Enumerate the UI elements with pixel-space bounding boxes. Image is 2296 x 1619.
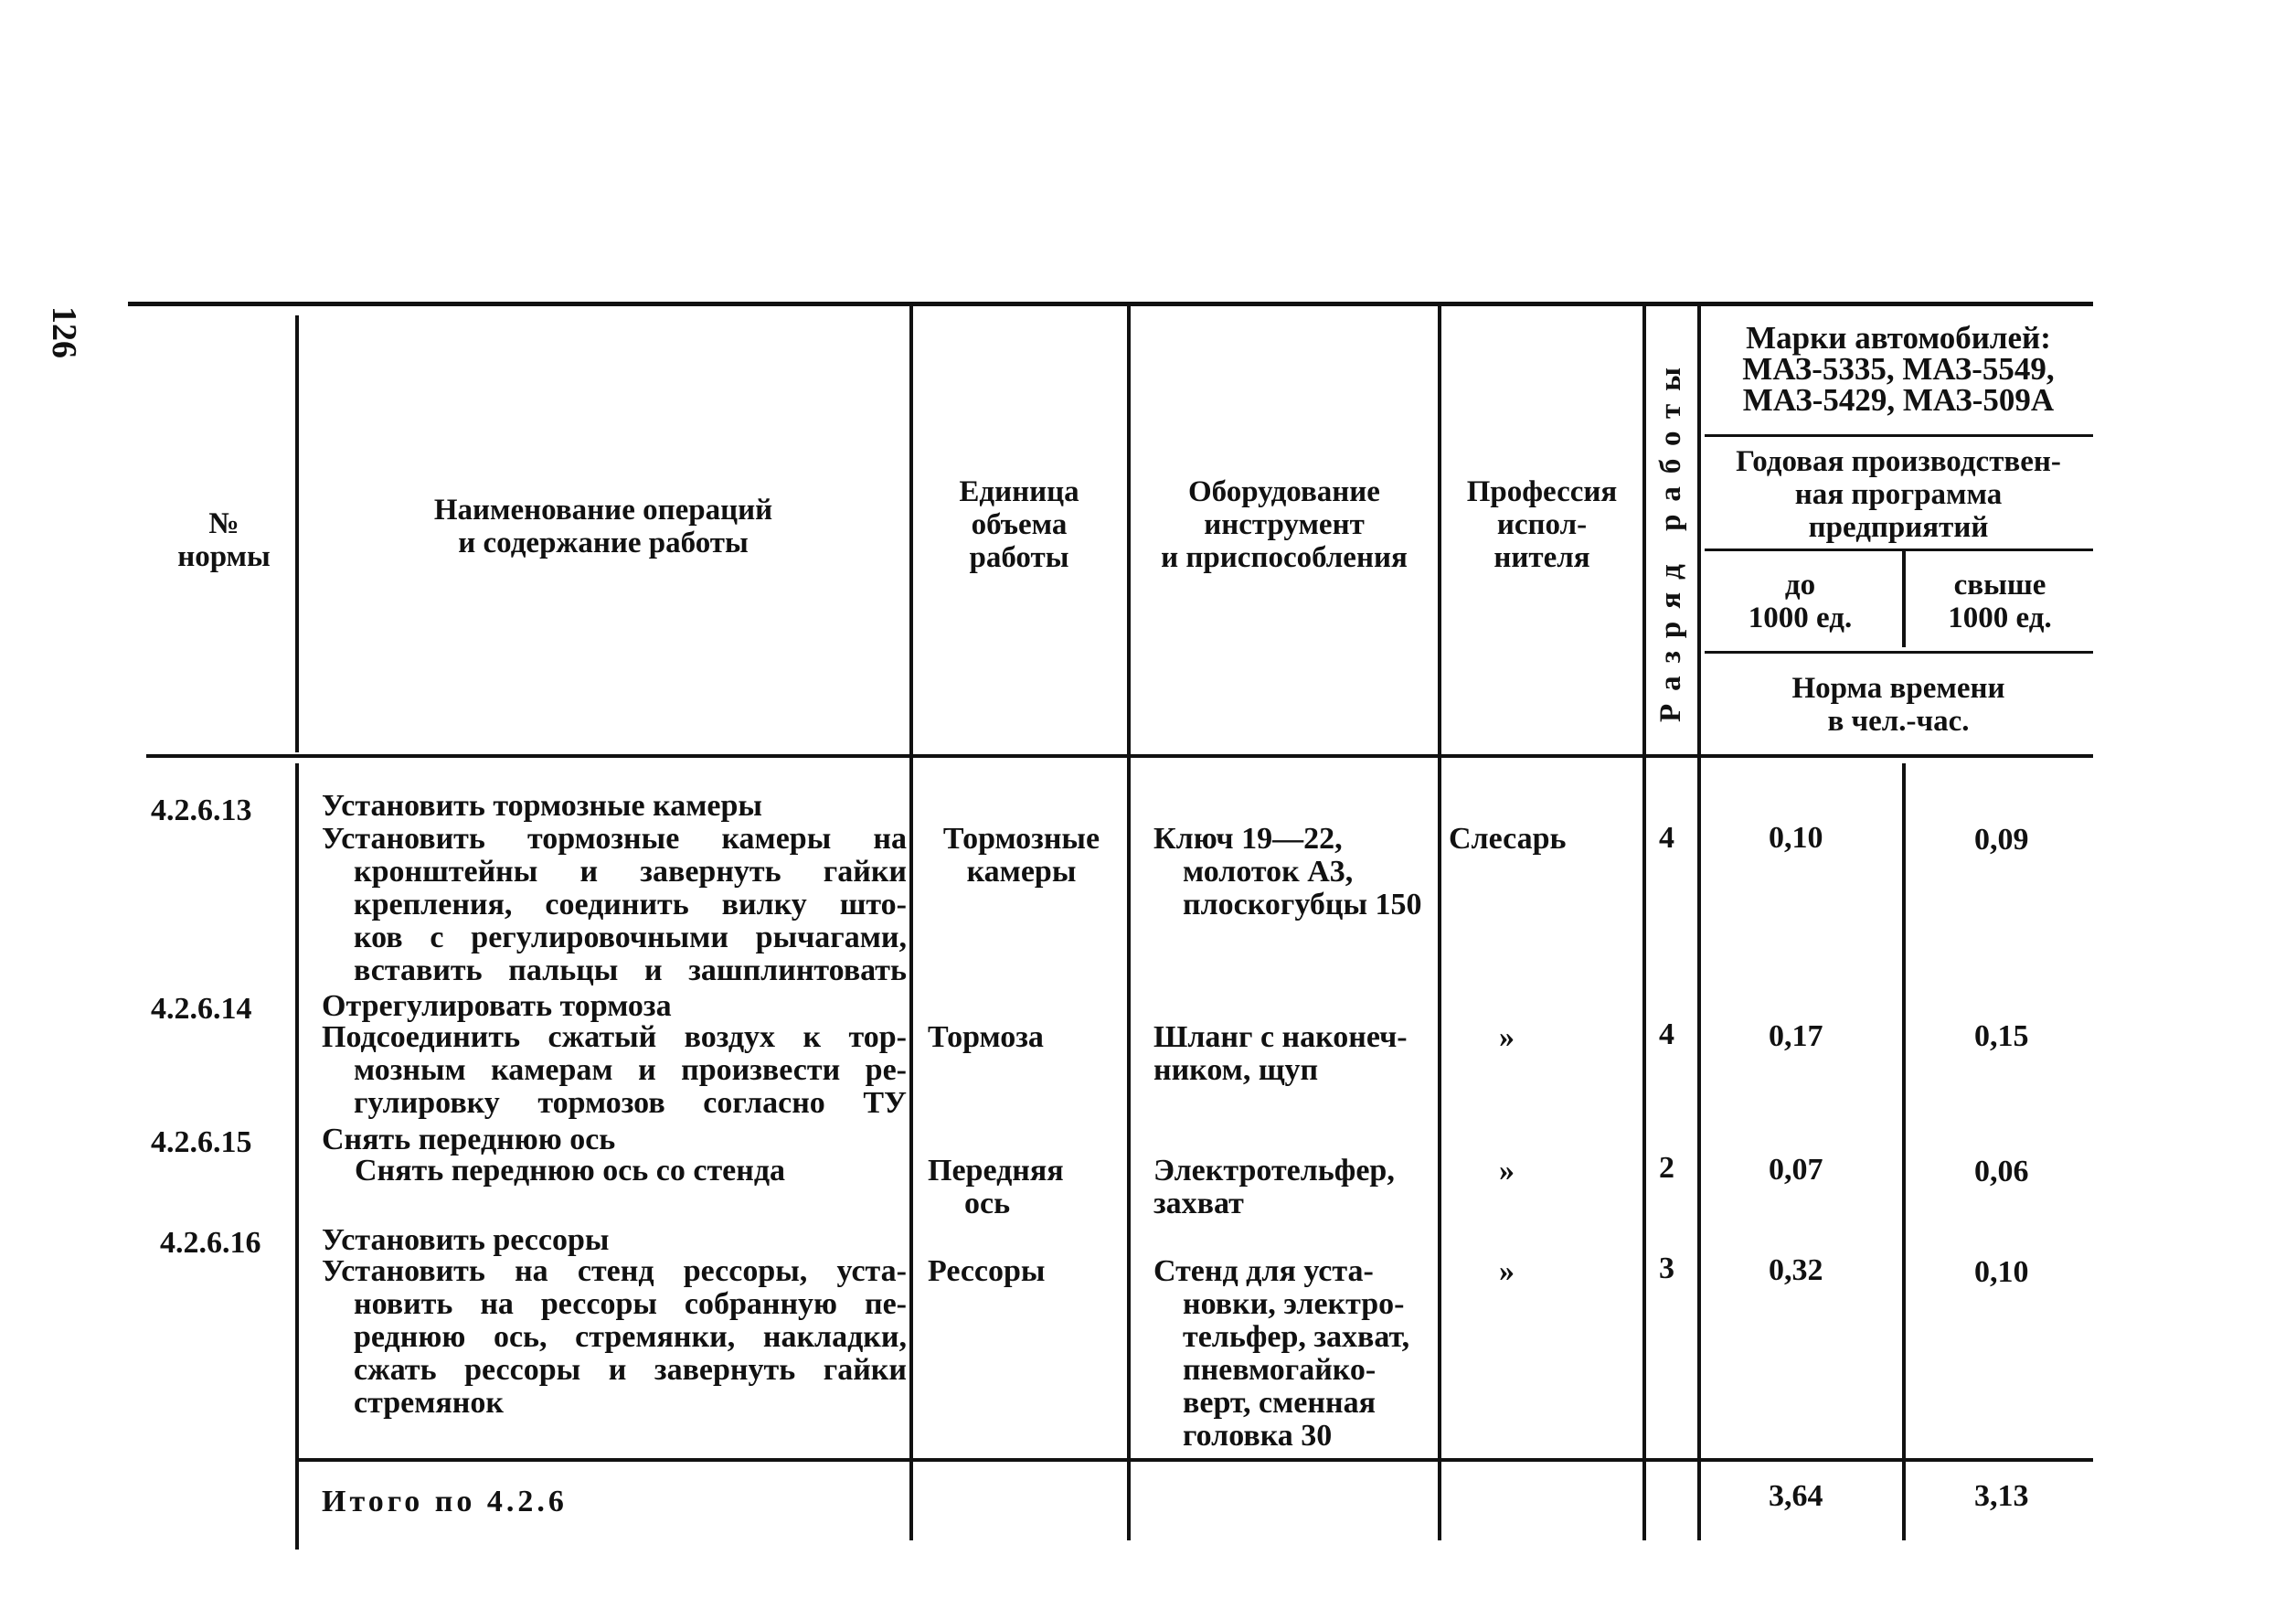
header-name: Наименование операций и содержание работы	[433, 494, 773, 559]
row-no: 4.2.6.15	[151, 1125, 252, 1159]
total-upto: 3,64	[1769, 1479, 1823, 1513]
header-brands: Марки автомобилей: МАЗ-5335, МАЗ-5549, МАЗ-5429, МАЗ-509А	[1742, 320, 2055, 418]
row-over: 0,15	[1974, 1019, 2029, 1053]
row-content: Снять переднюю ось со стенда	[355, 1154, 786, 1188]
row-equipment: Шланг с наконеч- ником, щуп	[1153, 1020, 1408, 1087]
row-profession: »	[1499, 1254, 1515, 1288]
row-content: Установить тормозные камеры на кронштейны и завернуть гайки крепления, соединить вилку што- ков с регулировочными рычагами, вставить пальцы и зашплинтовать	[322, 822, 907, 987]
col-rule-7	[1902, 763, 1906, 1540]
row-upto: 0,32	[1769, 1253, 1823, 1287]
header-grade: Разряд работы	[1654, 354, 1687, 722]
header-no: № нормы	[177, 507, 271, 573]
program-rule	[1705, 549, 2093, 551]
row-no: 4.2.6.16	[160, 1226, 261, 1260]
col-rule-2	[909, 306, 913, 1540]
table-top-rule	[128, 302, 2093, 306]
row-over: 0,06	[1974, 1155, 2029, 1188]
norm-rule	[1705, 651, 2093, 654]
brands-rule	[1705, 434, 2093, 437]
col-rule-3	[1127, 306, 1131, 1540]
col-rule-6	[1697, 306, 1701, 1540]
header-upto: до 1000 ед.	[1748, 569, 1853, 634]
row-unit: Передняя ось	[928, 1154, 1064, 1220]
row-upto: 0,17	[1769, 1019, 1823, 1053]
row-title: Отрегулировать тормоза	[322, 989, 672, 1023]
row-grade: 2	[1659, 1151, 1674, 1185]
total-over: 3,13	[1974, 1479, 2029, 1513]
row-over: 0,10	[1974, 1255, 2029, 1289]
row-unit: Тормозные камеры	[942, 822, 1100, 889]
row-title: Снять переднюю ось	[322, 1123, 616, 1156]
header-bottom-rule	[146, 754, 2093, 758]
page-number: 126	[45, 306, 83, 358]
row-content: Установить на стенд рессоры, уста- новить на рессоры собранную пе- реднюю ось, стремянки, накладки, сжать рессоры и завернуть гайки стремянок	[322, 1254, 907, 1420]
col-rule-7-header	[1902, 551, 1906, 647]
row-title: Установить тормозные камеры	[322, 789, 762, 823]
row-no: 4.2.6.14	[151, 992, 252, 1026]
header-unit: Единица объема работы	[959, 475, 1079, 574]
row-grade: 3	[1659, 1252, 1674, 1285]
header-profession: Профессия испол- нителя	[1466, 475, 1618, 574]
row-upto: 0,10	[1769, 821, 1823, 855]
row-profession: Слесарь	[1449, 822, 1567, 856]
row-profession: »	[1499, 1154, 1515, 1188]
header-program: Годовая производствен- ная программа предприятий	[1736, 445, 2061, 544]
col-rule-4	[1438, 306, 1441, 1540]
col-rule-1b	[295, 763, 299, 1550]
row-no: 4.2.6.13	[151, 794, 252, 827]
header-norm: Норма времени в чел.-час.	[1791, 672, 2005, 738]
row-grade: 4	[1659, 821, 1674, 855]
row-title: Установить рессоры	[322, 1223, 610, 1257]
row-over: 0,09	[1974, 823, 2029, 857]
total-top-rule	[297, 1458, 2093, 1462]
header-equipment: Оборудование инструмент и приспособления	[1161, 475, 1408, 574]
row-upto: 0,07	[1769, 1153, 1823, 1187]
row-unit: Тормоза	[928, 1020, 1044, 1054]
row-unit: Рессоры	[928, 1254, 1046, 1288]
row-profession: »	[1499, 1020, 1515, 1054]
total-label: Итого по 4.2.6	[322, 1485, 568, 1518]
row-grade: 4	[1659, 1017, 1674, 1051]
col-rule-5	[1642, 306, 1646, 1540]
row-content: Подсоединить сжатый воздух к тор- мозным камерам и произвести ре- гулировку тормозов согласно ТУ	[322, 1020, 907, 1120]
header-over: свыше 1000 ед.	[1948, 569, 2052, 634]
col-rule-1	[295, 315, 299, 752]
row-equipment: Ключ 19—22, молоток А3, плоскогубцы 150	[1153, 822, 1422, 921]
row-equipment: Стенд для уста- новки, электро- тельфер, захват, пневмогайко- верт, сменная головка 30	[1153, 1254, 1410, 1453]
row-equipment: Электротельфер, захват	[1153, 1154, 1395, 1220]
